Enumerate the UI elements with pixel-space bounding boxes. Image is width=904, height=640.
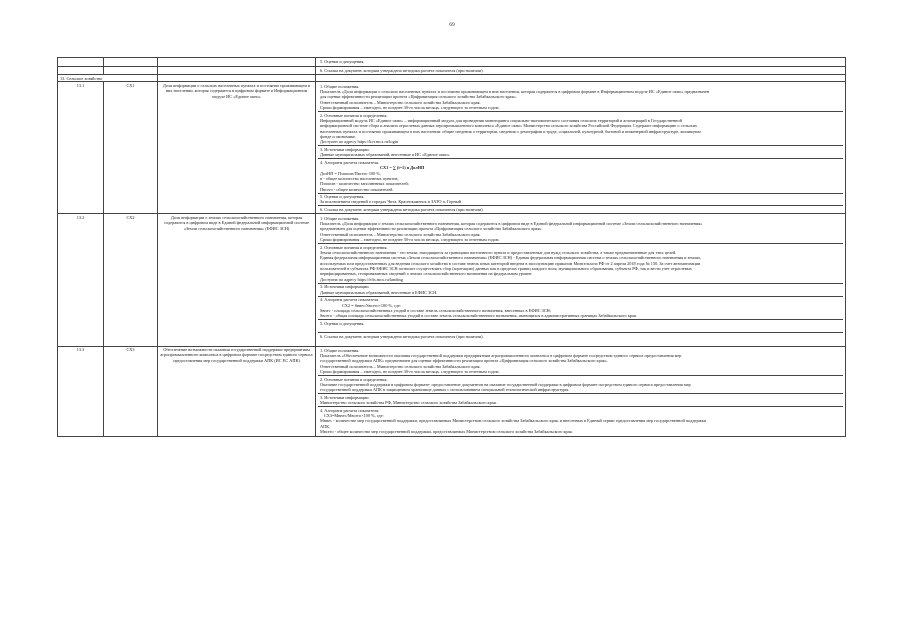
method-line: Министерство сельского хозяйства РФ, Министерство сельского хозяйства Забайкальского края. <box>320 400 497 406</box>
method-line: Земли сельскохозяйственного назначения - это земли, находящиеся за границами населенного пункта и предоставленные для нужд сельского хозяйства, а также предназначенные для этих целей. <box>320 249 677 255</box>
row-number: 13.1 <box>58 82 104 214</box>
method-block <box>318 146 843 159</box>
method-line: Сроки формирования – ежегодно, не позднее 30-го числа месяца, следующего за отчетным годом. <box>320 369 500 375</box>
method-line: Доступен по адресу https://kvr.mcx.ru/login <box>320 139 399 145</box>
method-line: Мвсего - общее количество мер государственной поддержки, предоставляемых Министерством сельского хозяйства Забайкальского края. <box>320 429 573 435</box>
method-line: Сроки формирования – ежегодно, не позднее 30-го числа месяца, следующего за отчетным годом. <box>320 237 500 243</box>
method-line: Sвнес - площадь сельскохозяйственных угодий в составе земель сельскохозяйственного назначения, внесенных в ЕФИС ЗСН; <box>320 307 551 313</box>
method-line: Ответственный исполнитель – Министерство сельского хозяйства Забайкальского края. <box>320 99 481 105</box>
table-row <box>58 214 846 346</box>
method-line: 2. Основные понятия и определения. <box>320 376 388 382</box>
indicators-table <box>57 57 846 437</box>
method-line: пользователей в субъектах РФ ЕФИС ЗСН позволит осуществлять сбор (агрегацию) данных как в пределах границ каждого поля, муниципального образования, субъекта РФ, так и вести учет отраслевых <box>320 266 692 271</box>
method-line: предназначен для оценки эффективности реализации проекта «Цифровизация сельского хозяйства Забайкальского края». <box>320 226 543 232</box>
method-line: Показатель «Обеспечение возможности оказания государственной поддержки предприятиям агропромышленного комплекса в цифровом формате посредством единого сервиса предоставления мер <box>320 352 682 358</box>
method-line: 2. Основные понятия и определения. <box>320 244 388 250</box>
method-line: Показатель «Доля информации о сельских населенных пунктах и постоянно проживающем в них населении, которая содержится в цифровом формате в Информационном модуле ИС «Единое окно» предназначен <box>320 88 710 94</box>
method-block <box>318 376 843 394</box>
method-block <box>318 159 843 193</box>
method-line: Сроки формирования – ежегодно, не позднее 30-го числа месяца, следующего за отчетным годом. <box>320 104 500 110</box>
method-block <box>318 206 843 213</box>
method-line: верифицированных, геопривязанных сведений о землях сельскохозяйственного назначения на федеральном уровне. <box>320 271 533 277</box>
method-line: За исключением сведений о городах Чита, Краснокаменск и ЗАТО п. Горный <box>320 199 461 205</box>
method-line: 5. Оценки и допущения. <box>320 194 365 200</box>
row-code: СХ2 <box>104 214 158 346</box>
method-line: Ответственный исполнитель – Министерство сельского хозяйства Забайкальского края. <box>320 231 481 237</box>
method-block <box>318 244 843 284</box>
method-line: 5. Оценки и допущения. <box>320 320 365 326</box>
table-row <box>58 82 846 214</box>
method-line: используемых или предоставленных для ведения сельского хозяйства в составе земель иных категорий введена в эксплуатацию приказом Минсельхоза РФ от 2 апреля 2018 года № 150. За счет автоматизации <box>320 260 701 266</box>
method-line: для оценки эффективности реализации проекта «Цифровизация сельского хозяйства Забайкальского края». <box>320 94 517 100</box>
method-line: 1. Общие положения. <box>320 83 360 89</box>
method-line: информационной системе сбора и анализа отраслевых данных агропромышленного комплекса «Единое окно» Министерства сельского хозяйства Российской Федерации. Содержит информацию о сельских <box>320 123 698 129</box>
method-line: ДолНП = Пзаполн/Пвсего·100 %, <box>320 170 382 176</box>
formula: СХ1 = ∑ (i=1) n ДолНП <box>380 165 425 171</box>
method-line: населенных пунктах и постоянно проживающем в них населении: общие сведения о территории, сведения о демографии и труде, социальной, культурной, бытовой и инженерной инфраструктуре, жилищном <box>320 128 701 134</box>
method-block <box>318 297 843 321</box>
method-block: 5. Оценки и допущения. <box>320 59 365 65</box>
method-line: 4. Алгоритм расчета показателя. <box>320 297 380 303</box>
method-line: государственной поддержки АПК в защищенном хранилище данных с использованием специальной технологической инфраструктуры. <box>320 387 570 393</box>
method-line: 1. Общие положения. <box>320 215 360 221</box>
method-block <box>318 394 843 407</box>
method-line: 2. Основные понятия и определения. <box>320 112 388 118</box>
method-line: 4. Алгоритм расчета показателя. <box>320 159 380 165</box>
row-number: 13.2 <box>58 214 104 346</box>
method-line: 3. Источники информации. <box>320 146 370 152</box>
method-line: Оказание государственной поддержки в цифровом формате- предоставление документов на оказание государственной поддержки в цифровом формате посредством единого сервиса предоставления мер <box>320 381 691 387</box>
method-line: Единая федеральная информационная система «Земли сельскохозяйственного назначения» (ЕФИС ЗСН) - Единая федеральная информационная система о землях сельскохозяйственного назначения и землях, <box>320 255 702 261</box>
formula: СХ2 = Sвнес/Sвсего×100 %, где: <box>342 302 401 308</box>
method-line: Информационный модуль ИС «Единое окно» – информационный модуль для проведения мониторинга социально-экономического состояния сельских территорий и агломераций в Государственной <box>320 117 682 123</box>
row-code: СХ3 <box>104 346 158 436</box>
method-block <box>318 320 843 333</box>
method-line: фонде и экономике. <box>320 133 356 139</box>
section-title: 13. Сельское хозяйство <box>58 75 158 82</box>
row-code: СХ1 <box>104 82 158 214</box>
table-row <box>58 66 846 75</box>
method-block <box>318 407 843 435</box>
method-line: 3. Источники информации. <box>320 284 370 290</box>
method-line: 6. Ссылка на документ, которым утверждена методика расчета показателя (при наличии). <box>320 333 484 339</box>
indicator-name: Доля информации о сельских населенных пунктах и постоянно проживающем в них населении, которая содержится в цифровом формате в Информационном модуле ИС «Единое окно» <box>158 82 316 214</box>
method-block <box>318 112 843 146</box>
method-line: 3. Источники информации <box>320 394 369 400</box>
method-block <box>318 284 843 297</box>
method-line <box>320 339 841 344</box>
indicator-name: Обеспечение возможности оказания государственной поддержки предприятиям агропромышленного комплекса в цифровом формате посредством единого сервиса предоставления мер государственной поддержки АПК (ИС ЕС АПК) <box>158 346 316 436</box>
method-line: Пвсего - общее количество показателей. <box>320 186 394 192</box>
method-block <box>318 333 843 345</box>
indicator-name: Доля информации о землях сельскохозяйственного назначения, которая содержится в цифровом виде в Единой федеральной информационной системе «Земли сельскохозяйственного назначения» (ЕФИС ЗСН) <box>158 214 316 346</box>
method-block <box>318 215 843 244</box>
method-line: государственной поддержки АПК» предназначен для оценки эффективности реализации проекта «Цифровизация сельского хозяйства Забайкальского края». <box>320 358 608 364</box>
row-number: 13.3 <box>58 346 104 436</box>
method-line: Ответственный исполнитель – Министерство сельского хозяйства Забайкальского края. <box>320 363 481 369</box>
table-row <box>58 58 846 67</box>
method-line: Доступна по адресу https://efis.mcx.ru/landing <box>320 276 403 282</box>
method-line: Пзаполн - количество заполненных показателей; <box>320 181 409 187</box>
method-line: Показатель «Доля информации о землях сельскохозяйственного назначения, которая содержится в цифровом виде в Единой федеральной информационной системе «Земли сельскохозяйственного назначения» <box>320 220 703 226</box>
method-line: 4. Алгоритм расчета показателя: <box>320 407 380 413</box>
method-line: 1. Общие положения. <box>320 347 360 353</box>
section-row <box>58 75 846 82</box>
method-line: Данные муниципальных образований, внесенные в ЕФИС ЗСН. <box>320 289 438 295</box>
method-line: Мвнес - количество мер государственной поддержки, предоставляемых Министерством сельского хозяйства Забайкальского края, и внесенных в Единый сервис предоставления мер государственной поддержки <box>320 418 706 424</box>
method-block: 6. Ссылка на документ, которым утверждена методика расчета показателя (при наличии). <box>320 67 484 73</box>
method-line: АПК. <box>320 423 331 429</box>
method-line <box>320 326 841 331</box>
method-line: СХ3=Мвнес/Мвсего×100 %, где: <box>324 413 384 419</box>
method-block <box>318 194 843 207</box>
method-line: 6. Ссылка на документ, которым утверждена методика расчета показателя (при наличии). <box>320 207 484 213</box>
method-block <box>318 83 843 112</box>
page-number: 69 <box>449 22 455 28</box>
method-line: Sвсего - общая площадь сельскохозяйственных угодий в составе земель сельскохозяйственного назначения, имеющихся в административных границах Забайкальского края. <box>320 313 637 319</box>
method-line: n - общее количество населенных пунктов, <box>320 175 399 181</box>
method-line: Данные муниципальных образований, внесенные в ИС «Единое окно» <box>320 152 450 158</box>
table-row <box>58 346 846 436</box>
method-block <box>318 347 843 376</box>
